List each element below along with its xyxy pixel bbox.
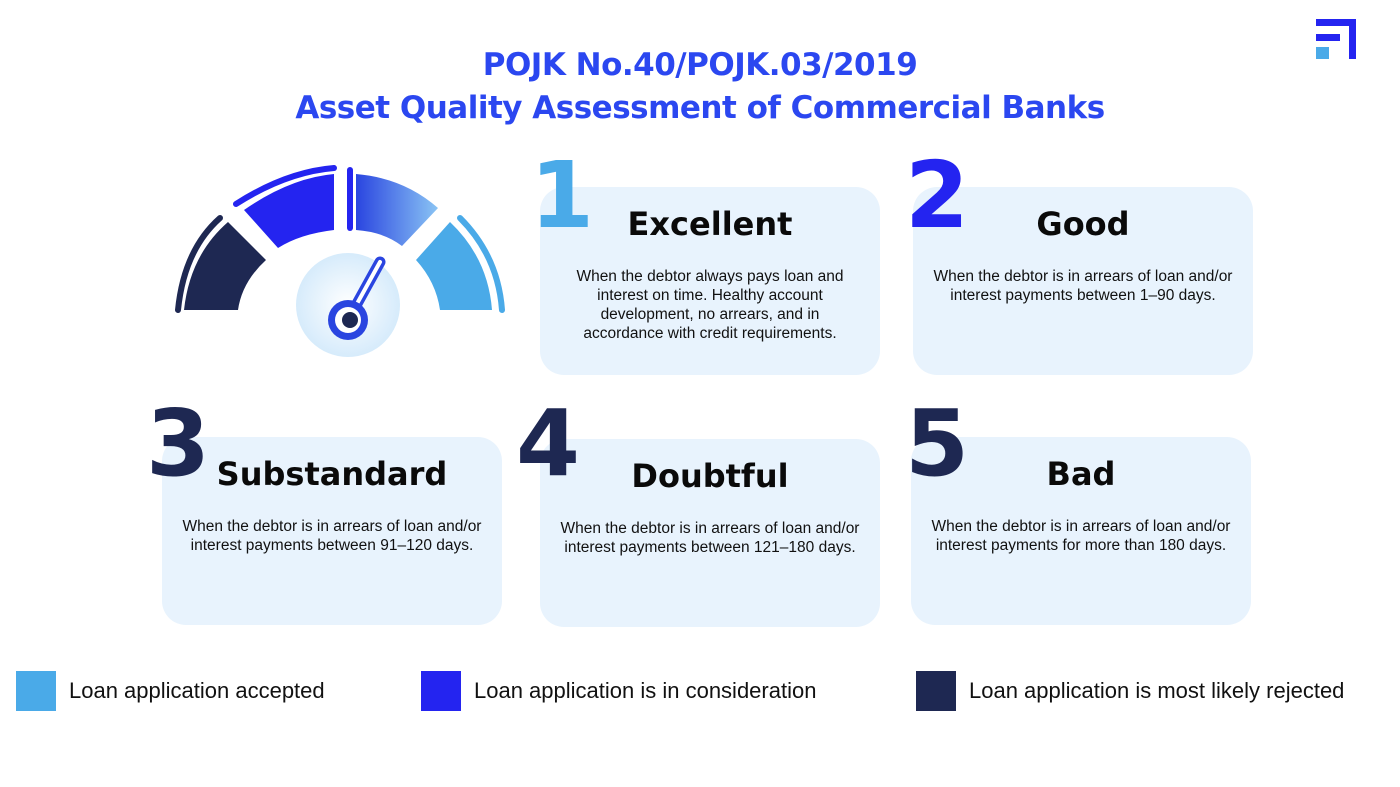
card-title: Good	[1036, 205, 1130, 243]
card-description: When the debtor is in arrears of loan and/or interest payments for more than 180 days.	[931, 518, 1231, 554]
rank-number-1: 1	[530, 142, 591, 249]
card-description: When the debtor is in arrears of loan and/or interest payments between 91–120 days.	[182, 518, 482, 554]
legend-swatch-blue	[421, 671, 461, 711]
legend-label: Loan application is most likely rejected	[969, 678, 1345, 703]
card-description: When the debtor always pays loan and interest on time. Healthy account development, no arrears, and in accordance with credit requirements.	[576, 268, 844, 342]
rank-number-4: 4	[516, 390, 577, 497]
legend-swatch-light-blue	[16, 671, 56, 711]
card-description: When the debtor is in arrears of loan and/or interest payments between 1–90 days.	[933, 268, 1233, 304]
legend-label: Loan application accepted	[69, 678, 325, 703]
page-subtitle: Asset Quality Assessment of Commercial Banks	[295, 90, 1105, 126]
card-title: Doubtful	[631, 457, 789, 495]
legend-item-consideration	[421, 671, 816, 711]
card-title: Excellent	[627, 205, 793, 243]
rank-number-5: 5	[905, 390, 966, 497]
card-description: When the debtor is in arrears of loan and/or interest payments between 121–180 days.	[560, 520, 860, 556]
card-title: Bad	[1046, 455, 1116, 493]
rank-number-2: 2	[905, 142, 966, 249]
speedometer-gauge-icon	[170, 160, 510, 370]
legend-label: Loan application is in consideration	[474, 678, 817, 703]
card-title: Substandard	[216, 455, 448, 493]
page-title: POJK No.40/POJK.03/2019	[482, 47, 918, 83]
legend-item-accepted	[16, 671, 325, 711]
rank-number-3: 3	[146, 390, 207, 497]
card-doubtful	[540, 439, 880, 627]
legend-item-rejected	[916, 671, 1344, 711]
legend-swatch-navy	[916, 671, 956, 711]
card-substandard	[162, 437, 502, 625]
card-excellent	[540, 187, 880, 375]
